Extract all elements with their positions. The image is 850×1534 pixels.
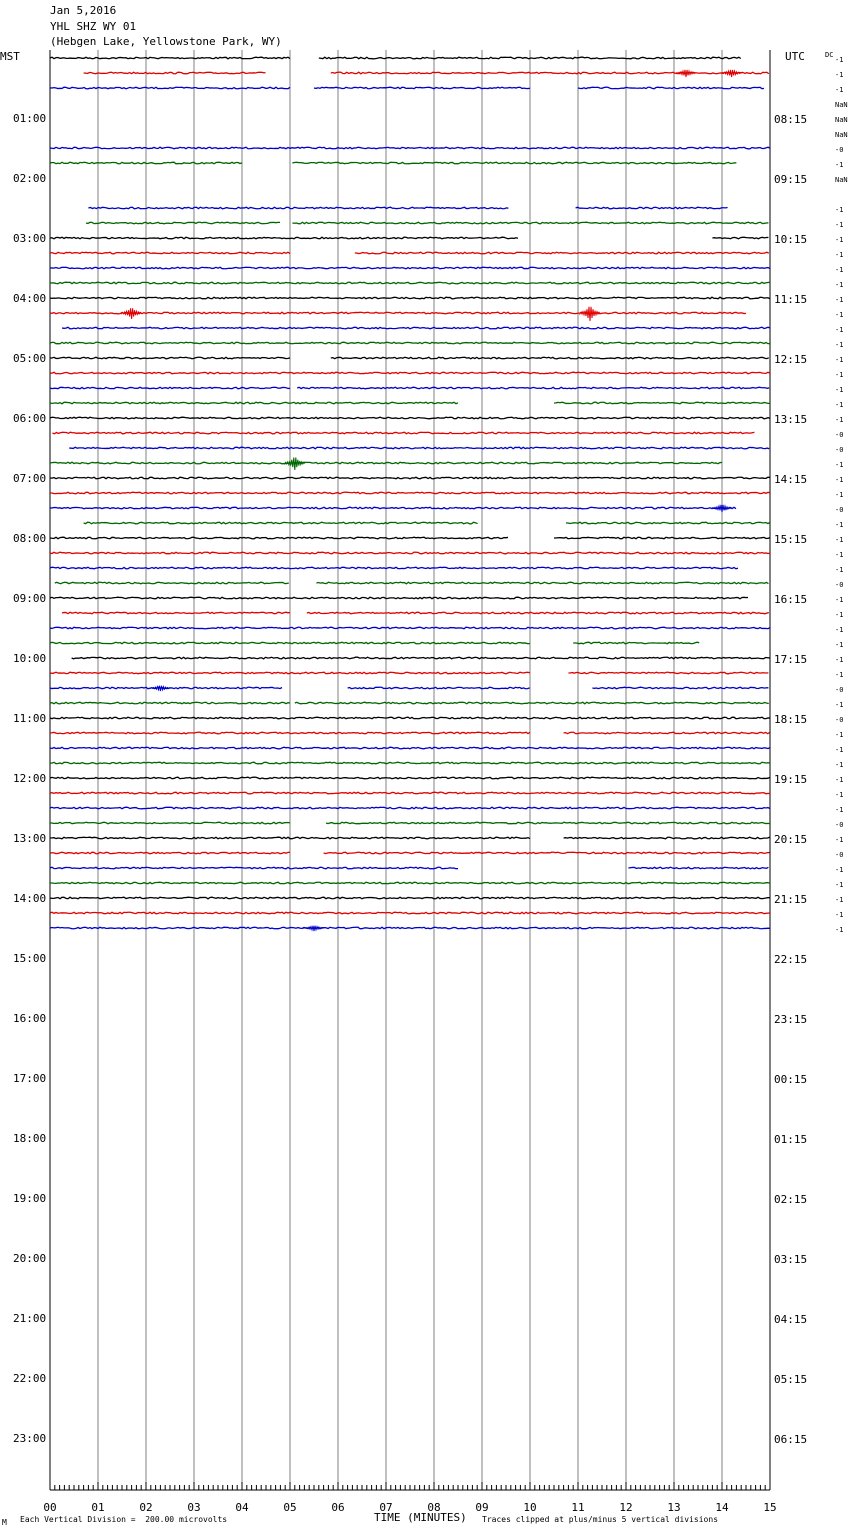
left-hour-label: 13:00 bbox=[13, 832, 47, 845]
left-hour-label: 01:00 bbox=[13, 112, 47, 125]
x-tick-label: 13 bbox=[667, 1501, 681, 1514]
left-hour-label: 12:00 bbox=[13, 772, 47, 785]
dc-offset-label: -1 bbox=[835, 911, 844, 919]
trace-segment bbox=[50, 237, 518, 239]
trace-segment bbox=[348, 687, 530, 689]
trace-segment bbox=[50, 627, 770, 629]
dc-offset-label: -1 bbox=[835, 251, 844, 259]
dc-offset-label: -0 bbox=[835, 506, 844, 514]
x-tick-label: 14 bbox=[715, 1501, 729, 1514]
dc-offset-label: -1 bbox=[835, 326, 844, 334]
dc-offset-label: -1 bbox=[835, 641, 844, 649]
trace-segment bbox=[50, 372, 770, 374]
trace-segment bbox=[573, 642, 699, 644]
dc-offset-label: -1 bbox=[835, 416, 844, 424]
trace-segment bbox=[564, 732, 770, 734]
left-hour-label: 07:00 bbox=[13, 472, 47, 485]
trace-segment bbox=[55, 582, 289, 584]
x-tick-label: 02 bbox=[139, 1501, 153, 1514]
dc-offset-label: -1 bbox=[835, 161, 844, 169]
trace-segment bbox=[50, 402, 458, 404]
dc-offset-label: NaN bbox=[835, 101, 848, 109]
trace-segment bbox=[578, 87, 764, 89]
trace-segment bbox=[50, 477, 770, 479]
trace-segment bbox=[88, 207, 508, 209]
left-hour-label: 11:00 bbox=[13, 712, 47, 725]
dc-offset-label: -1 bbox=[835, 86, 844, 94]
trace-segment bbox=[50, 762, 770, 764]
right-hour-label: 23:15 bbox=[774, 1013, 808, 1026]
trace-segment bbox=[50, 387, 290, 389]
right-hour-label: 14:15 bbox=[774, 473, 808, 486]
trace-segment bbox=[50, 792, 770, 794]
trace-segment bbox=[50, 252, 290, 254]
dc-offset-label: -1 bbox=[835, 926, 844, 934]
trace-segment bbox=[50, 342, 770, 344]
trace-segment bbox=[297, 387, 769, 389]
dc-offset-label: -0 bbox=[835, 581, 844, 589]
right-hour-label: 03:15 bbox=[774, 1253, 808, 1266]
dc-offset-label: -1 bbox=[835, 866, 844, 874]
dc-offset-label: NaN bbox=[835, 176, 848, 184]
seismic-event bbox=[580, 307, 600, 321]
right-hour-label: 12:15 bbox=[774, 353, 808, 366]
dc-offset-label: -1 bbox=[835, 221, 844, 229]
trace-segment bbox=[566, 522, 770, 524]
right-hour-label: 20:15 bbox=[774, 833, 808, 846]
dc-offset-label: -1 bbox=[835, 371, 844, 379]
right-axis-title: UTC bbox=[785, 50, 805, 63]
trace-segment bbox=[50, 492, 770, 494]
trace-segment bbox=[316, 582, 768, 584]
trace-segment bbox=[331, 357, 769, 359]
dc-offset-label: -1 bbox=[835, 671, 844, 679]
dc-offset-label: -1 bbox=[835, 386, 844, 394]
left-hour-label: 21:00 bbox=[13, 1312, 47, 1325]
trace-segment bbox=[50, 927, 770, 929]
trace-segment bbox=[314, 87, 530, 89]
trace-segment bbox=[50, 267, 770, 269]
dc-offset-label: -1 bbox=[835, 311, 844, 319]
left-hour-label: 20:00 bbox=[13, 1252, 47, 1265]
trace-segment bbox=[50, 417, 770, 419]
header-date: Jan 5,2016 bbox=[50, 4, 117, 17]
dc-offset-label: -1 bbox=[835, 296, 844, 304]
trace-segment bbox=[50, 297, 770, 299]
left-hour-label: 02:00 bbox=[13, 172, 47, 185]
left-hour-label: 14:00 bbox=[13, 892, 47, 905]
left-hour-label: 03:00 bbox=[13, 232, 47, 245]
trace-segment bbox=[50, 507, 736, 509]
right-hour-label: 22:15 bbox=[774, 953, 808, 966]
trace-segment bbox=[554, 402, 770, 404]
left-hour-label: 23:00 bbox=[13, 1432, 47, 1445]
clip-text: Traces clipped at plus/minus 5 vertical divisions bbox=[482, 1515, 719, 1524]
trace-segment bbox=[50, 747, 770, 749]
trace-segment bbox=[52, 432, 754, 434]
trace-segment bbox=[50, 702, 290, 704]
trace-segment bbox=[50, 282, 770, 284]
right-hour-label: 04:15 bbox=[774, 1313, 808, 1326]
trace-segment bbox=[307, 612, 769, 614]
dc-offset-label: -0 bbox=[835, 716, 844, 724]
left-hour-label: 18:00 bbox=[13, 1132, 47, 1145]
trace-segment bbox=[72, 657, 770, 659]
dc-offset-label: -1 bbox=[835, 596, 844, 604]
trace-segment bbox=[50, 912, 770, 914]
trace-segment bbox=[292, 162, 736, 164]
header-station: YHL SHZ WY 01 bbox=[50, 20, 137, 33]
dc-offset-label: NaN bbox=[835, 116, 848, 124]
right-hour-label: 19:15 bbox=[774, 773, 808, 786]
x-tick-label: 05 bbox=[283, 1501, 297, 1514]
right-hour-label: 01:15 bbox=[774, 1133, 808, 1146]
dc-offset-label: -1 bbox=[835, 836, 844, 844]
left-hour-label: 10:00 bbox=[13, 652, 47, 665]
dc-offset-label: -1 bbox=[835, 71, 844, 79]
right-hour-label: 11:15 bbox=[774, 293, 808, 306]
x-axis-title: TIME (MINUTES) bbox=[374, 1511, 467, 1524]
scale-text: Each Vertical Division = 200.00 microvolts bbox=[20, 1515, 228, 1524]
trace-segment bbox=[568, 672, 768, 674]
dc-offset-label: -1 bbox=[835, 761, 844, 769]
x-tick-label: 06 bbox=[331, 1501, 345, 1514]
dc-offset-label: -1 bbox=[835, 236, 844, 244]
dc-offset-label: -1 bbox=[835, 791, 844, 799]
header-location: (Hebgen Lake, Yellowstone Park, WY) bbox=[50, 35, 282, 48]
left-hour-label: 15:00 bbox=[13, 952, 47, 965]
dc-offset-label: -0 bbox=[835, 431, 844, 439]
trace-segment bbox=[50, 867, 458, 869]
x-tick-label: 15 bbox=[763, 1501, 777, 1514]
x-tick-label: 04 bbox=[235, 1501, 249, 1514]
dc-offset-label: -1 bbox=[835, 656, 844, 664]
left-hour-label: 17:00 bbox=[13, 1072, 47, 1085]
trace-segment bbox=[355, 252, 769, 254]
dc-offset-label: -1 bbox=[835, 281, 844, 289]
dc-offset-label: -1 bbox=[835, 521, 844, 529]
dc-offset-label: -1 bbox=[835, 356, 844, 364]
dc-offset-label: -1 bbox=[835, 401, 844, 409]
trace-segment bbox=[50, 777, 770, 779]
trace-segment bbox=[50, 567, 738, 569]
right-hour-label: 05:15 bbox=[774, 1373, 808, 1386]
dc-offset-label: -1 bbox=[835, 731, 844, 739]
trace-segment bbox=[576, 207, 728, 209]
right-hour-label: 08:15 bbox=[774, 113, 808, 126]
dc-offset-label: -0 bbox=[835, 821, 844, 829]
dc-offset-label: -0 bbox=[835, 446, 844, 454]
x-tick-label: 00 bbox=[43, 1501, 57, 1514]
trace-segment bbox=[50, 312, 746, 314]
right-hour-label: 13:15 bbox=[774, 413, 808, 426]
trace-segment bbox=[324, 852, 770, 854]
dc-offset-label: -1 bbox=[835, 266, 844, 274]
trace-segment bbox=[554, 537, 770, 539]
trace-segment bbox=[50, 822, 290, 824]
x-tick-label: 07 bbox=[379, 1501, 393, 1514]
trace-segment bbox=[50, 852, 290, 854]
trace-segment bbox=[50, 537, 508, 539]
x-tick-label: 11 bbox=[571, 1501, 585, 1514]
x-tick-label: 12 bbox=[619, 1501, 633, 1514]
trace-segment bbox=[69, 447, 769, 449]
trace-segment bbox=[50, 807, 770, 809]
trace-segment bbox=[50, 882, 770, 884]
x-tick-label: 01 bbox=[91, 1501, 105, 1514]
right-hour-label: 17:15 bbox=[774, 653, 808, 666]
left-hour-label: 04:00 bbox=[13, 292, 47, 305]
left-hour-label: 16:00 bbox=[13, 1012, 47, 1025]
x-tick-label: 09 bbox=[475, 1501, 489, 1514]
trace-segment bbox=[326, 822, 770, 824]
right-hour-label: 02:15 bbox=[774, 1193, 808, 1206]
dc-label: DC bbox=[825, 51, 834, 59]
x-tick-label: 03 bbox=[187, 1501, 201, 1514]
dc-offset-label: -1 bbox=[835, 206, 844, 214]
dc-offset-label: -1 bbox=[835, 881, 844, 889]
trace-segment bbox=[62, 612, 290, 614]
right-hour-label: 10:15 bbox=[774, 233, 808, 246]
trace-segment bbox=[331, 72, 769, 74]
dc-offset-label: -1 bbox=[835, 56, 844, 64]
right-hour-label: 15:15 bbox=[774, 533, 808, 546]
dc-offset-label: -1 bbox=[835, 896, 844, 904]
dc-offset-label: -0 bbox=[835, 146, 844, 154]
trace-segment bbox=[50, 897, 770, 899]
x-tick-label: 10 bbox=[523, 1501, 537, 1514]
dc-offset-label: -1 bbox=[835, 611, 844, 619]
trace-segment bbox=[84, 522, 478, 524]
right-hour-label: 18:15 bbox=[774, 713, 808, 726]
trace-segment bbox=[86, 222, 280, 224]
right-hour-label: 00:15 bbox=[774, 1073, 808, 1086]
dc-offset-label: -1 bbox=[835, 551, 844, 559]
dc-offset-label: -1 bbox=[835, 566, 844, 574]
trace-segment bbox=[50, 642, 530, 644]
trace-segment bbox=[84, 72, 266, 73]
dc-offset-label: -1 bbox=[835, 701, 844, 709]
trace-segment bbox=[50, 147, 770, 149]
right-hour-label: 09:15 bbox=[774, 173, 808, 186]
dc-offset-label: -1 bbox=[835, 806, 844, 814]
trace-segment bbox=[50, 552, 770, 554]
trace-segment bbox=[50, 717, 770, 719]
dc-offset-label: NaN bbox=[835, 131, 848, 139]
dc-offset-label: -0 bbox=[835, 851, 844, 859]
left-hour-label: 06:00 bbox=[13, 412, 47, 425]
trace-segment bbox=[628, 867, 768, 869]
right-hour-label: 06:15 bbox=[774, 1433, 808, 1446]
left-hour-label: 19:00 bbox=[13, 1192, 47, 1205]
left-hour-label: 09:00 bbox=[13, 592, 47, 605]
trace-segment bbox=[295, 702, 769, 704]
corner-mark: M bbox=[2, 1518, 7, 1527]
trace-segment bbox=[50, 57, 290, 59]
trace-segment bbox=[62, 327, 770, 329]
left-hour-label: 22:00 bbox=[13, 1372, 47, 1385]
trace-segment bbox=[50, 597, 748, 599]
trace-segment bbox=[50, 87, 290, 89]
trace-segment bbox=[50, 357, 290, 359]
right-hour-label: 16:15 bbox=[774, 593, 808, 606]
left-hour-label: 08:00 bbox=[13, 532, 47, 545]
dc-offset-label: -0 bbox=[835, 686, 844, 694]
left-hour-label: 05:00 bbox=[13, 352, 47, 365]
dc-offset-label: -1 bbox=[835, 776, 844, 784]
trace-segment bbox=[712, 237, 768, 239]
trace-segment bbox=[592, 687, 768, 689]
dc-offset-label: -1 bbox=[835, 626, 844, 634]
dc-offset-label: -1 bbox=[835, 476, 844, 484]
dc-offset-label: -1 bbox=[835, 491, 844, 499]
x-tick-label: 08 bbox=[427, 1501, 441, 1514]
left-axis-title: MST bbox=[0, 50, 20, 63]
dc-offset-label: -1 bbox=[835, 746, 844, 754]
seismic-event bbox=[722, 70, 742, 77]
dc-offset-label: -1 bbox=[835, 341, 844, 349]
right-hour-label: 21:15 bbox=[774, 893, 808, 906]
trace-segment bbox=[564, 837, 770, 839]
dc-offset-label: -1 bbox=[835, 461, 844, 469]
dc-offset-label: -1 bbox=[835, 536, 844, 544]
